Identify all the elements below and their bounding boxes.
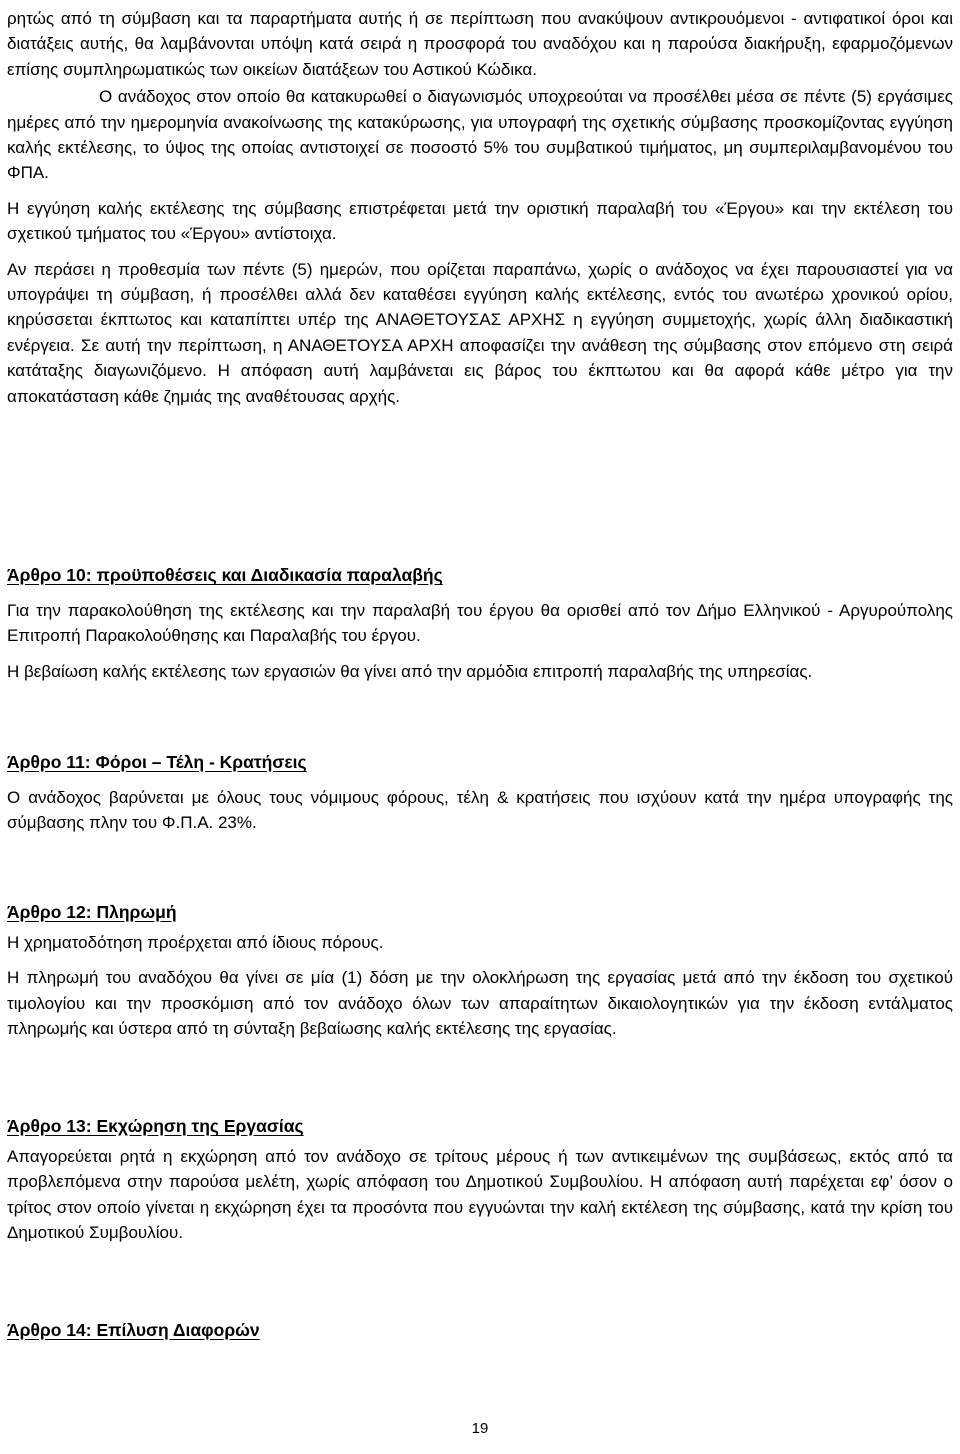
article-13 [7,1114,953,1246]
article-10 [7,563,953,684]
article-10-heading: Άρθρο 10: προϋποθέσεις και Διαδικασία παραλαβής [7,565,443,585]
article-10-paragraph-1: Για την παρακολούθηση της εκτέλεσης και την παραλαβή του έργου θα ορισθεί από τον Δήμο Ελληνικού - Αργυρούπολης Επιτροπή Παρακολούθησης και Παραλαβής του έργου. [7,601,953,646]
article-12 [7,900,953,1042]
article-14 [7,1318,953,1343]
paragraph-deadline-forfeit: Αν περάσει η προθεσμία των πέντε (5) ημερών, που ορίζεται παραπάνω, χωρίς ο ανάδοχος να έχει παρουσιαστεί για να υπογράψει τη σύμβαση, ή προσέλθει αλλά δεν καταθέσει εγγύηση καλής εκτέλεσης, εντός του ανωτέρω χρονικού ορίου, κηρύσσεται έκπτωτος και καταπίπτει υπέρ της ΑΝΑΘΕΤΟΥΣΑΣ ΑΡΧΗΣ η εγγύηση συμμετοχής, χωρίς άλλη διαδικαστική ενέργεια. Σε αυτή την περίπτωση, η ΑΝΑΘΕΤΟΥΣΑ ΑΡΧΗ αποφασίζει την ανάθεση της σύμβασης στον επόμενο στη σειρά κατάταξης διαγωνιζόμενο. Η απόφαση αυτή λαμβάνεται εις βάρος του έκπτωτου και θα αφορά κάθε μέτρο για την αποκατάσταση κάθε ζημιάς της αναθέτουσας αρχής. [7,259,953,406]
article-11-paragraph-1: Ο ανάδοχος βαρύνεται με όλους τους νόμιμους φόρους, τέλη & κρατήσεις που ισχύουν κατά την ημέρα υπογραφής της σύμβασης πλην του Φ.Π.Α. 23%. [7,788,953,833]
paragraph-guarantee-return: Η εγγύηση καλής εκτέλεσης της σύμβασης επιστρέφεται μετά την οριστική παραλαβή του «Έργου» και την εκτέλεση του σχετικού τμήματος του «Έργου» αντίστοιχα. [7,198,953,244]
article-12-heading: Άρθρο 12: Πληρωμή [7,902,177,922]
article-10-paragraph-2: Η βεβαίωση καλής εκτέλεσης των εργασιών θα γίνει από την αρμόδια επιτροπή παραλαβής της υπηρεσίας. [7,661,813,681]
article-13-paragraph-1: Απαγορεύεται ρητά η εκχώρηση από τον ανάδοχο σε τρίτους μέρους ή των αντικειμένων της συμβάσεως, εκτός από τα προβλεπόμενα στην παρούσα μελέτη, χωρίς απόφαση του Δημοτικού Συμβουλίου. Η απόφαση αυτή παρέχεται εφ’ όσον ο τρίτος στον οποίο γίνεται η εκχώρηση έχει τα προσόντα που εγγυώνται την καλή εκτέλεση της σύμβασης, κατά την κρίση του Δημοτικού Συμβουλίου. [7,1147,953,1243]
continued-paragraph-block [7,6,953,409]
article-12-paragraph-2: Η πληρωμή του αναδόχου θα γίνει σε μία (1) δόση με την ολοκλήρωση της εργασίας μετά από την έκδοση του σχετικού τιμολογίου και την προσκόμιση από τον ανάδοχο όλων των απαραίτητων δικαιολογητικών για την έκδοση εντάλματος πληρωμής και ύστερα από τη σύνταξη βεβαίωσης καλής εκτέλεσης της εργασίας. [7,968,953,1039]
article-11-heading: Άρθρο 11: Φόροι – Τέλη - Κρατήσεις [7,752,307,772]
article-13-heading: Άρθρο 13: Εκχώρηση της Εργασίας [7,1116,304,1136]
article-12-paragraph-1: Η χρηματοδότηση προέρχεται από ίδιους πόρους. [7,933,384,952]
article-14-heading: Άρθρο 14: Επίλυση Διαφορών [7,1320,260,1340]
paragraph-continuation: ρητώς από τη σύμβαση και τα παραρτήματα αυτής ή σε περίπτωση που ανακύψουν αντικρουόμενοι - αντιφατικοί όροι και διατάξεις αυτής, θα λαμβάνονται υπόψη κατά σειρά η προσφορά του αναδόχου και η παρούσα διακήρυξη, εφαρμοζόμενων επίσης συμπληρωματικώς των οικείων διατάξεων του Αστικού Κώδικα. [7,9,953,79]
article-11 [7,750,953,836]
page-number: 19 [471,1420,489,1437]
paragraph-contractor-obligation: Ο ανάδοχος στον οποίο θα κατακυρωθεί ο διαγωνισμός υποχρεούται να προσέλθει μέσα σε πέντε (5) εργάσιμες ημέρες από την ημερομηνία ανακοίνωσης της κατακύρωσης, για υπογραφή της σχετικής σύμβασης προσκομίζοντας εγγύηση καλής εκτέλεσης, το ύψος της οποίας αντιστοιχεί σε ποσοστό 5% του συμβατικού τιμήματος, μη συμπεριλαμβανομένου του ΦΠΑ. [7,87,953,183]
